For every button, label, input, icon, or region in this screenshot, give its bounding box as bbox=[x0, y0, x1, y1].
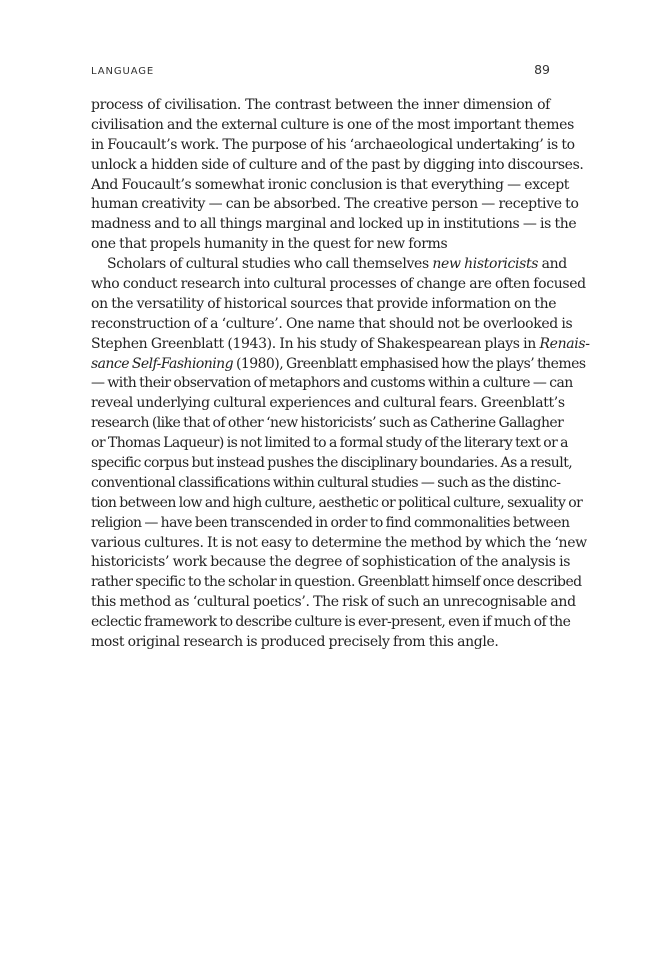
text-line: unlock a hidden side of culture and of the past by digging into discourses. bbox=[91, 156, 584, 173]
running-head bbox=[91, 62, 550, 77]
text-line: madness and to all things marginal and locked up in institutions — is the bbox=[91, 216, 577, 233]
text-line: research (like that of other ‘new historicists’ such as Catherine Gallagher bbox=[91, 415, 564, 432]
text-line: civilisation and the external culture is one of the most important themes bbox=[91, 116, 574, 133]
text-line: human creativity — can be absorbed. The creative person — receptive to bbox=[91, 196, 579, 213]
text-line: most original research is produced precisely from this angle. bbox=[91, 634, 499, 651]
italic-term: new historicists bbox=[432, 256, 539, 273]
text-line: reveal underlying cultural experiences and cultural fears. Greenblatt’s bbox=[91, 395, 565, 412]
body-text bbox=[91, 96, 590, 653]
text-line: specific corpus but instead pushes the disciplinary boundaries. As a result, bbox=[91, 455, 573, 472]
text-line: And Foucault’s somewhat ironic conclusion is that everything — except bbox=[91, 176, 570, 193]
text-line bbox=[91, 335, 590, 355]
text-line: in Foucault’s work. The purpose of his ‘archaeological undertaking’ is to bbox=[91, 136, 575, 153]
text-run: (1980), Greenblatt emphasised how the plays’ themes bbox=[235, 355, 586, 372]
text-line: various cultures. It is not easy to determine the method by which the ‘new bbox=[91, 534, 587, 551]
text-line: conventional classifications within cultural studies — such as the distinc- bbox=[91, 474, 561, 491]
text-line: — with their observation of metaphors and customs within a culture — can bbox=[91, 375, 573, 392]
text-line: on the versatility of historical sources that provide information on the bbox=[91, 295, 557, 312]
text-line: this method as ‘cultural poetics’. The risk of such an unrecognisable and bbox=[91, 594, 576, 611]
italic-title: sance Self-Fashioning bbox=[91, 355, 234, 372]
text-line bbox=[91, 355, 586, 375]
text-line: one that propels humanity in the quest for new forms bbox=[91, 236, 448, 253]
text-run: and bbox=[541, 256, 567, 273]
text-line: historicists’ work because the degree of sophistication of the analysis is bbox=[91, 554, 571, 571]
text-line: tion between low and high culture, aesthetic or political culture, sexuality or bbox=[91, 494, 583, 511]
text-line bbox=[91, 255, 567, 275]
text-line: or Thomas Laqueur) is not limited to a formal study of the literary text or a bbox=[91, 435, 568, 452]
text-line: religion — have been transcended in order to find commonalities between bbox=[91, 514, 570, 531]
text-run: Stephen Greenblatt (1943). In his study of Shakespearean plays in bbox=[91, 335, 536, 352]
text-line: reconstruction of a ‘culture’. One name that should not be overlooked is bbox=[91, 315, 573, 332]
text-run: Scholars of cultural studies who call themselves bbox=[107, 256, 429, 273]
page-number: 89 bbox=[534, 62, 550, 77]
text-line: rather specific to the scholar in question. Greenblatt himself once described bbox=[91, 574, 582, 591]
text-line: who conduct research into cultural processes of change are often focused bbox=[91, 276, 586, 293]
text-line: eclectic framework to describe culture is ever-present, even if much of the bbox=[91, 614, 571, 631]
text-line: process of civilisation. The contrast between the inner dimension of bbox=[91, 97, 550, 113]
section-label: LANGUAGE bbox=[91, 66, 155, 77]
italic-title: Renais- bbox=[539, 335, 590, 352]
